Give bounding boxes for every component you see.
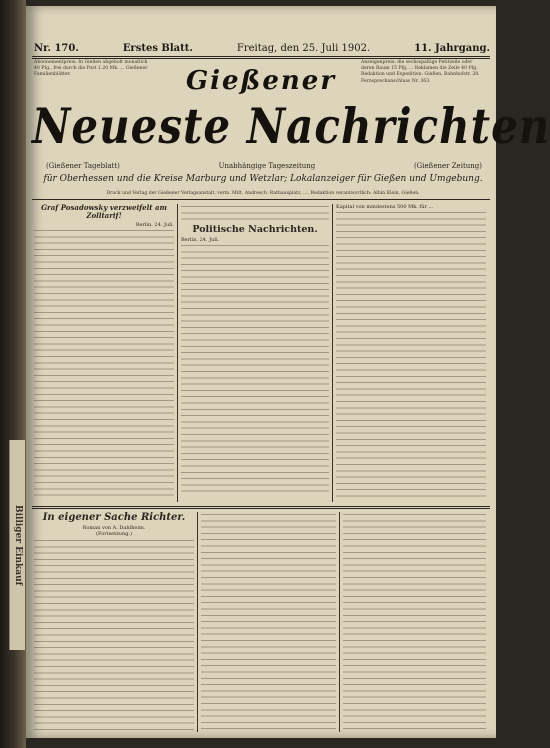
- novel-column-2-body: [201, 512, 336, 732]
- column-1-heading: Graf Posadowsky verzweifelt am Zolltarif!: [41, 203, 167, 220]
- novel-column-3-body: [343, 512, 486, 732]
- column-2-dateline: Berlin, 24. Juli.: [181, 237, 220, 243]
- column-2-top-body: [181, 204, 329, 224]
- right-tag: (Gießener Zeitung): [413, 162, 482, 170]
- masthead-tags: [46, 162, 482, 170]
- header-rule: [32, 56, 490, 59]
- feuilleton-rule: [32, 506, 490, 509]
- column-3-lead: Kapital von mindestens 500 Mk. für ...: [336, 204, 434, 210]
- column-1: [34, 204, 174, 502]
- column-2: [181, 204, 329, 502]
- column-divider: [177, 204, 178, 502]
- issue-date: Freitag, den 25. Juli 1902.: [236, 42, 371, 54]
- center-tag: Unabhängige Tageszeitung: [218, 162, 316, 170]
- newspaper-page: [26, 6, 550, 738]
- left-tag: (Gießener Tageblatt): [46, 162, 120, 170]
- novel-continuation: (Fortsetzung.): [96, 531, 132, 538]
- volume-label: 11. Jahrgang.: [414, 42, 490, 54]
- column-1-dateline: Berlin, 24. Juli.: [135, 222, 174, 228]
- districts-line: für Oberhessen und die Kreise Marburg und Wetzlar; Lokalanzeiger für Gießen und Umgebung.: [43, 174, 483, 184]
- book-spine: [0, 0, 26, 748]
- issue-number: Nr. 170.: [34, 42, 79, 54]
- sheet-label: Erstes Blatt.: [122, 42, 193, 54]
- novel-column: [34, 512, 194, 732]
- column-divider: [197, 512, 198, 732]
- masthead-top: Gießener: [185, 66, 337, 96]
- masthead-title: Neueste Nachrichten: [32, 98, 550, 155]
- novel-column-2: [201, 512, 336, 732]
- column-2-heading: Politische Nachrichten.: [192, 224, 318, 235]
- column-divider: [339, 512, 340, 732]
- imprint-line: Druck und Verlag der Gießener Verlagsanstalt, verm. Mitt. Andresch. Rathausplatz, ..., Redaktion verantwortlich: Albin Klein, Gießen.: [106, 191, 420, 196]
- advert-price-box: Anzeigenpreis: die sechsspaltige Petitzeile oder deren Raum 15 Pfg. ... Reklamen die Zeile 40 Pfg. Redaktion und Expedition: Gießen, Bahnhofstr. 28. Fernsprechanschluss Nr. 363.: [361, 60, 480, 84]
- novel-title: In eigener Sache Richter.: [42, 512, 186, 523]
- novel-body: [34, 538, 194, 733]
- spine-label: Billiger Einkauf: [9, 440, 25, 650]
- column-2-body: [181, 243, 329, 493]
- subscription-box: Abonnementpreis: In Gießen abgeholt monatlich 40 Pfg., frei durch die Post 1.20 Mk. ... Gießener Familienblätter.: [34, 60, 148, 78]
- masthead-rule: [32, 199, 490, 200]
- column-3-body: [336, 210, 486, 498]
- novel-subtitle: Roman von A. Dahlheim.: [82, 525, 146, 531]
- issue-header: [34, 41, 490, 55]
- column-1-body: [34, 228, 174, 498]
- column-3: [336, 204, 486, 502]
- column-divider: [332, 204, 333, 502]
- novel-column-3: [343, 512, 486, 732]
